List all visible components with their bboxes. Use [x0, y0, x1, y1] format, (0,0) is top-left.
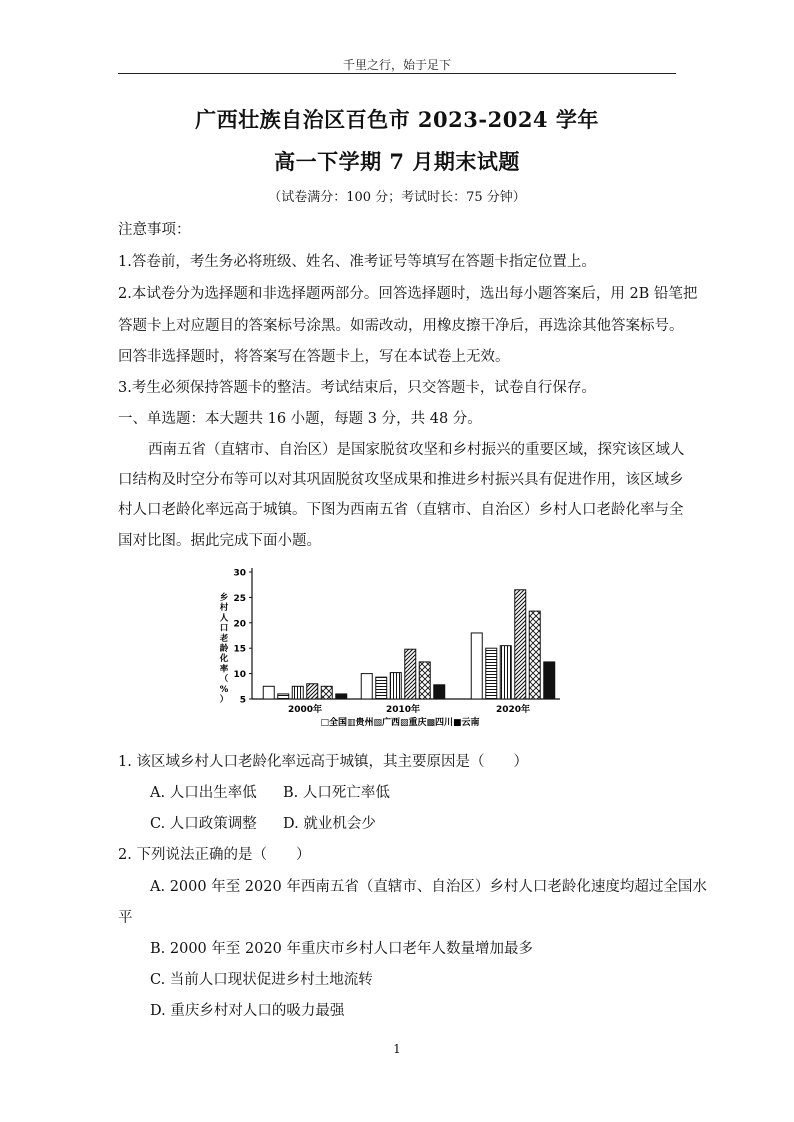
notice-item-3: 3.考生必须保持答题卡的整洁。考试结束后，只交答题卡，试卷自行保存。	[118, 380, 596, 396]
notice-heading: 注意事项：	[118, 222, 191, 238]
x-tick-label: 2010年	[385, 705, 421, 715]
y-tick-label: 30	[233, 568, 246, 579]
bar-广西-2000年	[292, 686, 303, 699]
section-heading: 一、单选题：本大题共 16 小题，每题 3 分，共 48 分。	[118, 411, 482, 427]
bar-贵州-2010年	[376, 677, 387, 699]
question-1-option-b[interactable]: B. 人口死亡率低	[283, 785, 390, 801]
question-2-stem: 2. 下列说法正确的是（ ）	[118, 847, 311, 863]
x-tick-label: 2020年	[495, 705, 531, 715]
bar-全国-2010年	[361, 674, 372, 699]
passage-line: 西南五省（直辖市、自治区）是国家脱贫攻坚和乡村振兴的重要区域，探究该区域人	[148, 442, 685, 458]
bar-四川-2010年	[419, 662, 430, 699]
y-axis-label-char: ）	[219, 695, 229, 705]
bar-贵州-2020年	[486, 648, 497, 699]
question-2-option-a[interactable]: A. 2000 年至 2020 年西南五省（直辖市、自治区）乡村人口老龄化速度均超过全国水	[150, 879, 707, 895]
header-divider	[118, 73, 676, 74]
bar-全国-2000年	[263, 686, 274, 699]
bar-全国-2020年	[471, 633, 482, 699]
chart-legend: □全国▥贵州▧广西▨重庆▩四川■云南	[320, 718, 480, 728]
y-tick-label: 10	[233, 670, 246, 681]
y-axis-label-char: %	[219, 684, 229, 695]
question-2-option-a-cont: 平	[118, 910, 133, 926]
question-1-stem: 1. 该区域乡村人口老龄化率远高于城镇，其主要原因是（ ）	[118, 754, 528, 770]
aging-rate-bar-chart	[200, 562, 600, 737]
y-tick-label: 5	[239, 695, 246, 706]
y-axis-label-char: 村	[219, 603, 229, 614]
passage-line: 国对比图。据此完成下面小题。	[118, 533, 321, 549]
question-2-option-b[interactable]: B. 2000 年至 2020 年重庆市乡村人口老年人数量增加最多	[150, 941, 534, 957]
notice-item-2-line3: 回答非选择题时，将答案写在答题卡上，写在本试卷上无效。	[118, 349, 510, 365]
question-1-option-c[interactable]: C. 人口政策调整	[150, 816, 257, 832]
y-axis-label-char: 人	[219, 613, 229, 624]
exam-title-line2: 高一下学期 7 月期末试题	[274, 149, 520, 174]
bar-云南-2010年	[434, 685, 445, 699]
passage-line: 口结构及时空分布等可以对其巩固脱贫攻坚成果和推进乡村振兴具有促进作用，该区域乡	[118, 472, 684, 488]
y-tick-label: 20	[233, 619, 246, 630]
notice-item-2-line2: 答题卡上对应题目的答案标号涂黑。如需改动，用橡皮擦干净后，再选涂其他答案标号。	[118, 318, 684, 334]
x-tick-label: 2000年	[287, 705, 323, 715]
y-tick-label: 15	[233, 644, 246, 655]
exam-title-line1: 广西壮族自治区百色市 2023-2024 学年	[195, 107, 599, 132]
bar-四川-2020年	[529, 611, 540, 699]
question-1-option-a[interactable]: A. 人口出生率低	[150, 785, 257, 801]
y-axis-label-char: 老	[219, 633, 229, 644]
y-axis-label-char: 乡	[219, 593, 229, 603]
header-motto: 千里之行，始于足下	[342, 58, 451, 72]
bar-重庆-2020年	[515, 590, 526, 699]
bar-广西-2020年	[500, 646, 511, 699]
bar-重庆-2010年	[405, 649, 416, 699]
y-axis-label-char: 口	[219, 623, 229, 634]
exam-subtitle: （试卷满分：100 分；考试时长：75 分钟）	[268, 190, 526, 205]
bar-广西-2010年	[390, 673, 401, 699]
y-axis-label-char: （	[219, 674, 229, 685]
y-axis-label-char: 率	[219, 664, 229, 675]
question-2-option-c[interactable]: C. 当前人口现状促进乡村土地流转	[150, 972, 373, 988]
y-axis-label-char: 龄	[219, 644, 229, 654]
bar-云南-2000年	[336, 694, 347, 699]
notice-item-2-line1: 2.本试卷分为选择题和非选择题两部分。回答选择题时，选出每小题答案后，用 2B 铅笔把	[118, 286, 698, 302]
passage-line: 村人口老龄化率远高于城镇。下图为西南五省（直辖市、自治区）乡村人口老龄化率与全	[118, 502, 684, 518]
bar-云南-2020年	[544, 662, 555, 699]
notice-item-1: 1.答卷前，考生务必将班级、姓名、准考证号等填写在答题卡指定位置上。	[118, 254, 596, 270]
bar-重庆-2000年	[307, 684, 318, 699]
page-number: 1	[393, 1042, 401, 1056]
question-1-option-d[interactable]: D. 就业机会少	[283, 816, 376, 832]
y-tick-label: 25	[233, 593, 246, 604]
y-axis-label-char: 化	[219, 654, 229, 665]
bar-贵州-2000年	[278, 694, 289, 699]
question-2-option-d[interactable]: D. 重庆乡村对人口的吸力最强	[150, 1003, 345, 1019]
bar-四川-2000年	[321, 686, 332, 699]
